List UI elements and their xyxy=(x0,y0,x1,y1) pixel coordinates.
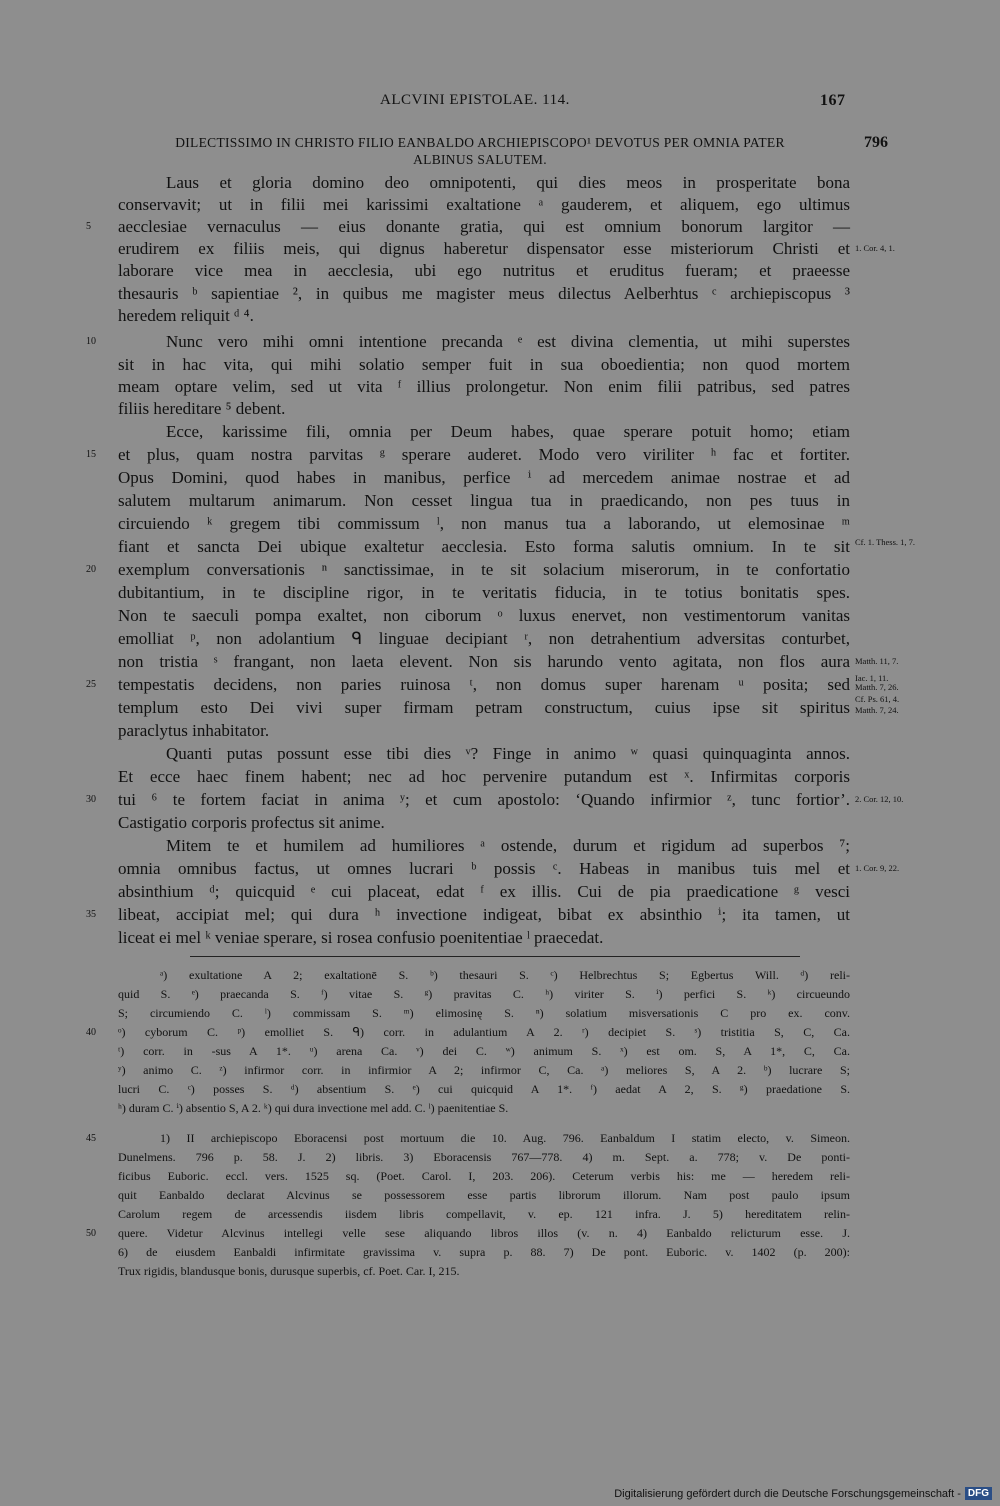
letter-line: meam optare velim, sed ut vita ᶠ illius prolongetur. Non enim filii patribus, sed patres xyxy=(118,377,850,396)
letter-line: non tristia ˢ frangant, non laeta elevent. Non sis harundo vento agitata, non flos aura xyxy=(118,652,850,671)
apparatus-line: quid S. ᵉ) praecanda S. ᶠ) vitae S. ᵍ) pravitas C. ʰ) viriter S. ⁱ) perfici S. ᵏ) circueundo xyxy=(118,987,850,1001)
margin-note: Matth. 11, 7. xyxy=(855,656,899,666)
line-number: 50 xyxy=(86,1228,96,1239)
letter-line: Quanti putas possunt esse tibi dies ᵛ? Finge in animo ʷ quasi quinquaginta annos. xyxy=(166,744,850,763)
margin-note: 1. Cor. 4, 1. xyxy=(855,243,895,253)
letter-line: paraclytus inhabitator. xyxy=(118,721,270,740)
year-marker: 796 xyxy=(864,134,888,151)
line-number: 15 xyxy=(86,449,96,460)
letter-line: salutem multarum animarum. Non cesset lingua tua in praedicando, non pes tuus in xyxy=(118,491,850,510)
letter-line: Ecce, karissime fili, omnia per Deum habes, quae sperare potuit homo; etiam xyxy=(166,422,850,441)
apparatus-separator xyxy=(190,956,800,957)
margin-note: Iac. 1, 11. xyxy=(855,673,889,683)
letter-line: filiis hereditare ⁵ debent. xyxy=(118,399,286,418)
letter-title-line-2: ALBINUS SALUTEM. xyxy=(413,152,547,167)
letter-line: Non te saeculi pompa exaltet, non ciborum ᵒ luxus enervet, non vestimentorum vanitas xyxy=(118,606,850,625)
letter-line: Laus et gloria domino deo omnipotenti, qui dies meos in prosperitate bona xyxy=(166,173,850,192)
line-number: 25 xyxy=(86,679,96,690)
apparatus-line: ᵒ) cyborum C. ᵖ) emolliet S. ᑫ) corr. in adulantium A 2. ʳ) decipiet S. ˢ) tristitia S, C, Ca. xyxy=(118,1025,850,1039)
letter-line: templum esto Dei vivi super firmam petram constructum, cuius ipse sit spiritus xyxy=(118,698,850,717)
letter-line: aecclesiae vernaculus — eius donante gratia, qui est omnium bonorum largitor — xyxy=(118,217,850,236)
note-line: Trux rigidis, blandusque bonis, durusque superbis, cf. Poet. Car. I, 215. xyxy=(118,1264,460,1278)
note-line: 1) II archiepiscopo Eboracensi post mortuum die 10. Aug. 796. Eanbaldum I statim electo, v. Simeon. xyxy=(160,1131,850,1145)
letter-line: heredem reliquit ᵈ ⁴. xyxy=(118,306,254,325)
letter-line: liceat ei mel ᵏ veniae sperare, si rosea confusio poenitentiae ˡ praecedat. xyxy=(118,928,604,947)
letter-line: tempestatis decidens, non paries ruinosa ᵗ, non domus super harenam ᵘ posita; sed xyxy=(118,675,850,694)
letter-line: tui ⁶ te fortem faciat in anima ʸ; et cum apostolo: ‘Quando infirmior ᶻ, tunc fortior’. xyxy=(118,790,850,809)
letter-line: Mitem te et humilem ad humiliores ᵃ ostende, durum et rigidum ad superbos ⁷; xyxy=(166,836,850,855)
letter-line: thesauris ᵇ sapientiae ², in quibus me magister meus dilectus Aelberhtus ᶜ archiepiscopus ³ xyxy=(118,284,850,303)
letter-line: omnia omnibus factus, ut omnes lucrari ᵇ possis ᶜ. Habeas in manibus tuis mel et xyxy=(118,859,850,878)
line-number: 35 xyxy=(86,909,96,920)
apparatus-line: ʰ) duram C. ⁱ) absentio S, A 2. ᵏ) qui dura invectione mel add. C. ˡ) paenitentiae S. xyxy=(118,1101,509,1115)
line-number: 10 xyxy=(86,336,96,347)
letter-line: erudirem ex filiis meis, qui dignus haberetur dispensator esse misteriorum Christi et xyxy=(118,239,850,258)
letter-title-line-1: DILECTISSIMO IN CHRISTO FILIO EANBALDO ARCHIEPISCOPO¹ DEVOTUS PER OMNIA PATER xyxy=(175,135,785,150)
letter-line: conservavit; ut in filii mei karissimi exaltatione ᵃ gauderem, et aliquem, ego ultimus xyxy=(118,195,850,214)
margin-note: Matth. 7, 26. xyxy=(855,682,899,692)
letter-line: sit in hac vita, qui mihi solatio semper fuit in sua oboedientia; non quod mortem xyxy=(118,355,850,374)
letter-line: dubitantium, in te discipline rigor, in te veritatis fiducia, in te totius bonitatis spes. xyxy=(118,583,850,602)
note-line: quere. Videtur Alcvinus intellegi velle sese aliquando libros illos (v. n. 4) Eanbaldo relicturum esse. J. xyxy=(118,1226,850,1240)
letter-line: absinthium ᵈ; quicquid ᵉ cui placeat, edat ᶠ ex illis. Cui de pia praedicatione ᵍ vesci xyxy=(118,882,850,901)
letter-line: exemplum conversationis ⁿ sanctissimae, in te sit solacium miserorum, in te confortatio xyxy=(118,560,850,579)
apparatus-line: ᵃ) exultatione A 2; exaltationē S. ᵇ) thesauri S. ᶜ) Helbrechtus S; Egbertus Will. ᵈ) reli- xyxy=(160,968,850,982)
line-number: 30 xyxy=(86,794,96,805)
letter-line: circuiendo ᵏ gregem tibi commissum ˡ, non manus tua a laborando, ut elemosinae ᵐ xyxy=(118,514,850,533)
running-title: ALCVINI EPISTOLAE. 114. xyxy=(380,92,570,108)
letter-line: et plus, quam nostra parvitas ᵍ sperare auderet. Modo vero viriliter ʰ fac et fortiter. xyxy=(118,445,850,464)
note-line: 6) de eiusdem Eanbaldi infirmitate gravissima v. supra p. 88. 7) De pont. Euboric. v. 1402 (p. 200): xyxy=(118,1245,850,1259)
dfg-logo: DFG xyxy=(965,1487,992,1500)
letter-line: Opus Domini, quod habes in manibus, perfice ⁱ ad mercedem animae nostrae et ad xyxy=(118,468,850,487)
letter-line: Nunc vero mihi omni intentione precanda ᵉ est divina clementia, ut mihi superstes xyxy=(166,332,850,351)
line-number: 40 xyxy=(86,1027,96,1038)
letter-line: laborare vice mea in aecclesia, ubi ego nutritus et eruditus fueram; et praeesse xyxy=(118,261,850,280)
letter-line: libeat, accipiat mel; qui dura ʰ invectione indigeat, bibat ex absinthio ⁱ; ita tamen, ut xyxy=(118,905,850,924)
credit-text: Digitalisierung gefördert durch die Deutsche Forschungsgemeinschaft - xyxy=(614,1487,961,1500)
margin-note: 2. Cor. 12, 10. xyxy=(855,794,904,804)
margin-note: 1. Cor. 9, 22. xyxy=(855,863,900,873)
letter-line: emolliat ᵖ, non adolantium ᑫ linguae decipiant ʳ, non detrahentium adversitas conturbet, xyxy=(118,629,850,648)
apparatus-line: S; circumiendo C. ˡ) commissam S. ᵐ) elimosinę S. ⁿ) solatium misversationis C pro ex. conv. xyxy=(118,1006,850,1020)
apparatus-line: lucri C. ᶜ) posses S. ᵈ) absentium S. ᵉ) cui quicquid A 1*. ᶠ) aedat A 2, S. ᵍ) praedatione S. xyxy=(118,1082,850,1096)
margin-note: Cf. 1. Thess. 1, 7. xyxy=(855,537,916,547)
note-line: Carolum regem de arcessendis iisdem libris compellavit, v. ep. 121 infra. J. 5) hereditatem relin- xyxy=(118,1207,850,1221)
letter-line: fiant et sancta Dei ubique exaltetur aecclesia. Esto forma salutis omnium. In te sit xyxy=(118,537,850,556)
line-number: 20 xyxy=(86,564,96,575)
apparatus-line: ʸ) animo C. ᶻ) infirmor corr. in infirmior A 2; infirmor C, Ca. ᵃ) meliores S, A 2. ᵇ) lucrare S; xyxy=(118,1063,850,1077)
letter-line: Castigatio corporis profectus sit anime. xyxy=(118,813,385,832)
apparatus-line: ᵗ) corr. in -sus A 1*. ᵘ) arena Ca. ᵛ) dei C. ʷ) animum S. ˣ) est om. S, A 1*, C, Ca. xyxy=(118,1044,850,1058)
margin-note: Matth. 7, 24. xyxy=(855,705,899,715)
note-line: ficibus Euboric. eccl. vers. 1525 sq. (Poet. Carol. I, 203. 206). Ceterum verbis his: me — heredem reli- xyxy=(118,1169,850,1183)
note-line: Dunelmens. 796 p. 58. J. 2) libris. 3) Eboracensis 767—778. 4) m. Sept. a. 778; v. De ponti- xyxy=(118,1150,850,1164)
note-line: quit Eanbaldo declarat Alcvinus se possessorem esse partis librorum illorum. Nam post paulo ipsum xyxy=(118,1188,850,1202)
margin-note: Cf. Ps. 61, 4. xyxy=(855,694,900,704)
letter-line: Et ecce haec finem habent; nec ad hoc pervenire putandum est ˣ. Infirmitas corporis xyxy=(118,767,850,786)
page-number: 167 xyxy=(820,92,846,109)
line-number: 45 xyxy=(86,1133,96,1144)
digitization-credit xyxy=(614,1487,992,1500)
line-number: 5 xyxy=(86,221,91,232)
